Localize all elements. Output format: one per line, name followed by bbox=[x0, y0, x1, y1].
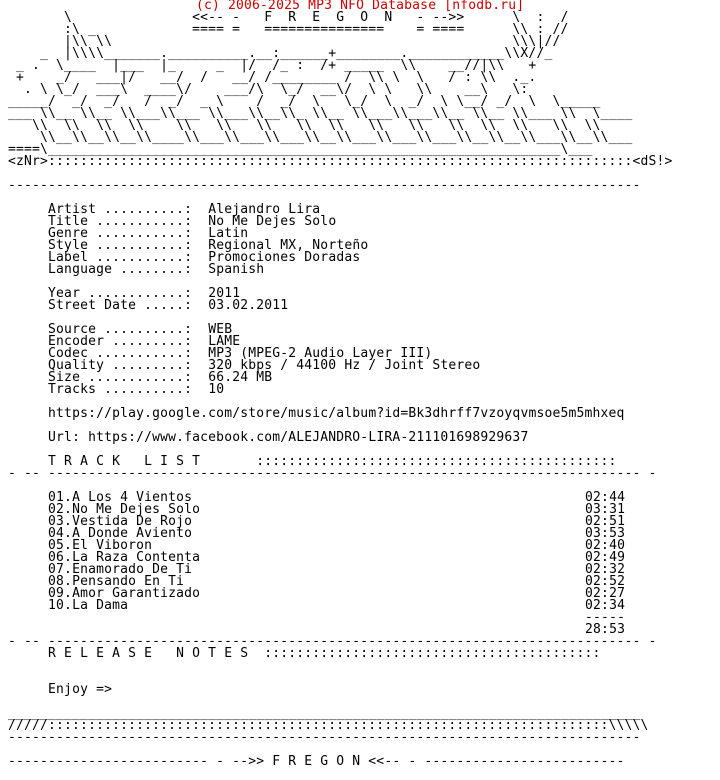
info-label: Year bbox=[48, 286, 81, 301]
info-row-encoder: Encoder .........: LAME bbox=[48, 334, 241, 349]
track-title: 06.La Raza Contenta bbox=[48, 550, 201, 565]
track-title: 02.No Me Dejes Solo bbox=[48, 502, 201, 517]
release-notes-heading: R E L E A S E N O T E S bbox=[48, 646, 249, 661]
info-label: Artist bbox=[48, 202, 97, 217]
info-value: Alejandro Lira bbox=[208, 202, 321, 217]
release-info bbox=[8, 204, 673, 396]
info-label: Source bbox=[48, 322, 97, 337]
ascii-logo bbox=[8, 12, 673, 192]
logo-line: \\__\\__\\__\\____\\___\\___\\___\\__\\___\\___\\___\\__\\__\\___\\__\\___ bbox=[8, 130, 633, 145]
track-row bbox=[8, 600, 673, 612]
logo-line: \\ \\ \\ \\ \\ \\ \\ \\ \\ \\ \\ \\ \\ \\ \\ \\ bbox=[8, 118, 601, 133]
info-row-tracks: Tracks ..........: 10 bbox=[48, 382, 225, 397]
info-row-artist: Artist ..........: Alejandro Lira bbox=[48, 202, 321, 217]
info-label: Style bbox=[48, 238, 89, 253]
info-value: Regional MX, Norteño bbox=[208, 238, 369, 253]
info-label: Tracks bbox=[48, 382, 97, 397]
release-notes-text: Enjoy => bbox=[48, 682, 113, 697]
logo-line: _ |\\\\_______.__________.__:______+________.____________\\X//_ bbox=[8, 46, 553, 61]
info-row-title: Title ...........: No Me Dejes Solo bbox=[48, 214, 337, 229]
info-row-language: Language ........: Spanish bbox=[48, 262, 265, 277]
track-time: 02:34 bbox=[585, 598, 626, 613]
track-time: 02:27 bbox=[585, 586, 626, 601]
track-time: 02:40 bbox=[585, 538, 626, 553]
info-label: Size bbox=[48, 370, 81, 385]
info-row-year: Year ............: 2011 bbox=[48, 286, 241, 301]
track-time: 02:44 bbox=[585, 490, 626, 505]
info-label: Label bbox=[48, 250, 89, 265]
track-title: 03.Vestida De Rojo bbox=[48, 514, 193, 529]
facebook-url: Url: https://www.facebook.com/ALEJANDRO-LIRA-211101698929637 bbox=[48, 430, 529, 445]
track-title: 04.A Donde Aviento bbox=[48, 526, 193, 541]
info-value: MP3 (MPEG-2 Audio Layer III) bbox=[208, 346, 433, 361]
info-value: 320 kbps / 44100 Hz / Joint Stereo bbox=[208, 358, 481, 373]
info-value: Promociones Doradas bbox=[208, 250, 361, 265]
info-value: 2011 bbox=[208, 286, 241, 301]
info-row-street-date: Street Date .....: 03.02.2011 bbox=[48, 298, 289, 313]
track-title: 01.A Los 4 Vientos bbox=[48, 490, 193, 505]
release-notes-header: R E L E A S E N O T E S :::::::::::::::::::::::::::::::::::::::::: bbox=[48, 646, 601, 661]
footer-rule: /////::::::::::::::::::::::::::::::::::::::::::::::::::::::::::::::::::::::\\\\\ bbox=[8, 718, 649, 733]
info-value: Spanish bbox=[208, 262, 265, 277]
logo-line: ====\________________________________________________________________\___ bbox=[8, 142, 593, 157]
divider: ------------------------------------------------------------------------------- bbox=[8, 178, 641, 193]
info-label: Language bbox=[48, 262, 113, 277]
info-label: Street Date bbox=[48, 298, 137, 313]
logo-line: <zNr>:::::::::::::::::::::::::::::::::::::::::::::::::::::::::::::::::::::::::<dS!> bbox=[8, 154, 673, 169]
info-row-quality: Quality .........: 320 kbps / 44100 Hz / Joint Stereo bbox=[48, 358, 481, 373]
track-title: 09.Amor Garantizado bbox=[48, 586, 201, 601]
store-link: https://play.google.com/store/music/album?id=Bk3dhrff7vzoyqvmsoe5m5mhxeq bbox=[48, 406, 625, 421]
tracklist-heading: T R A C K L I S T bbox=[48, 454, 201, 469]
info-value: 03.02.2011 bbox=[208, 298, 289, 313]
fregon-signature: ------------------------- - -->> F R E G O N <<-- - ------------------------- bbox=[8, 754, 625, 769]
info-label: Quality bbox=[48, 358, 105, 373]
track-time: 02:49 bbox=[585, 550, 626, 565]
track-time: 02:51 bbox=[585, 514, 626, 529]
logo-line: _ . \____ |___ |_ _ |/ /_ : /+ _____ \\ __//|\\ + bbox=[8, 58, 537, 73]
track-time: 02:32 bbox=[585, 562, 626, 577]
track-title: 10.La Dama bbox=[48, 598, 129, 613]
logo-line: \ <<-- - F R E G O N - -->> \ : / bbox=[8, 10, 569, 25]
track-title: 05.El Viboron bbox=[48, 538, 153, 553]
section-divider: - -- -------------------------------------------------------------------------- - bbox=[8, 466, 657, 481]
info-row-style: Style ...........: Regional MX, Norteño bbox=[48, 238, 369, 253]
footer-rule: _______________________________________________________________________________ bbox=[8, 706, 641, 721]
logo-line: |\\ \\ \\\|// bbox=[8, 34, 561, 49]
section-divider: - -- -------------------------------------------------------------------------- - bbox=[8, 634, 657, 649]
footer-rule: ------------------------------------------------------------------------------- bbox=[8, 730, 641, 745]
info-label: Encoder bbox=[48, 334, 105, 349]
track-title: 07.Enamorado De Ti bbox=[48, 562, 193, 577]
track-time: 02:52 bbox=[585, 574, 626, 589]
info-value: WEB bbox=[208, 322, 233, 337]
info-row-genre: Genre ...........: Latin bbox=[48, 226, 249, 241]
info-row-source: Source ..........: WEB bbox=[48, 322, 233, 337]
total-time: 28:53 bbox=[585, 622, 626, 637]
info-row-size: Size ............: 66.24 MB bbox=[48, 370, 273, 385]
logo-line: :\ _ ==== = =============== = ==== \\ : // bbox=[8, 22, 569, 37]
info-value: No Me Dejes Solo bbox=[208, 214, 337, 229]
total-separator: ----- bbox=[585, 610, 626, 625]
info-row-label: Label ...........: Promociones Doradas bbox=[48, 250, 361, 265]
logo-line: + _/ ___|/ __/ / __/ /________ / \\ \ \ / : \\ ._. bbox=[8, 70, 537, 85]
tracklist-header: T R A C K L I S T ::::::::::::::::::::::::::::::::::::::::::::: bbox=[48, 454, 617, 469]
info-value: 66.24 MB bbox=[208, 370, 273, 385]
info-row-codec: Codec ...........: MP3 (MPEG-2 Audio Layer III) bbox=[48, 346, 433, 361]
logo-line: ___ \\__ \\__ \\___\\___ \\___\\__\\_ \\__ \\___\\___\\__ \\__ \\___ \\ \____ bbox=[8, 106, 633, 121]
info-label: Title bbox=[48, 214, 89, 229]
info-value: 10 bbox=[208, 382, 225, 397]
logo-line: _____/ _/ _/ / _/ _ \ / _/ \ \_/ \ _/ \ \__/ _/ \ \_____ bbox=[8, 94, 601, 109]
logo-line: . \ \_/ ___\ ____\/ ___/\ \_/ __\/ \ \ \\ __\ \: bbox=[8, 82, 529, 97]
nfo-document bbox=[8, 0, 673, 768]
copyright-banner: (c) 2006-2025 MP3 NFO Database [nfodb.ru] bbox=[196, 0, 525, 13]
info-value: Latin bbox=[208, 226, 249, 241]
track-list bbox=[8, 492, 673, 636]
info-label: Codec bbox=[48, 346, 89, 361]
info-value: LAME bbox=[208, 334, 241, 349]
track-time: 03:31 bbox=[585, 502, 626, 517]
track-time: 03:53 bbox=[585, 526, 626, 541]
info-label: Genre bbox=[48, 226, 89, 241]
track-title: 08.Pensando En Ti bbox=[48, 574, 185, 589]
